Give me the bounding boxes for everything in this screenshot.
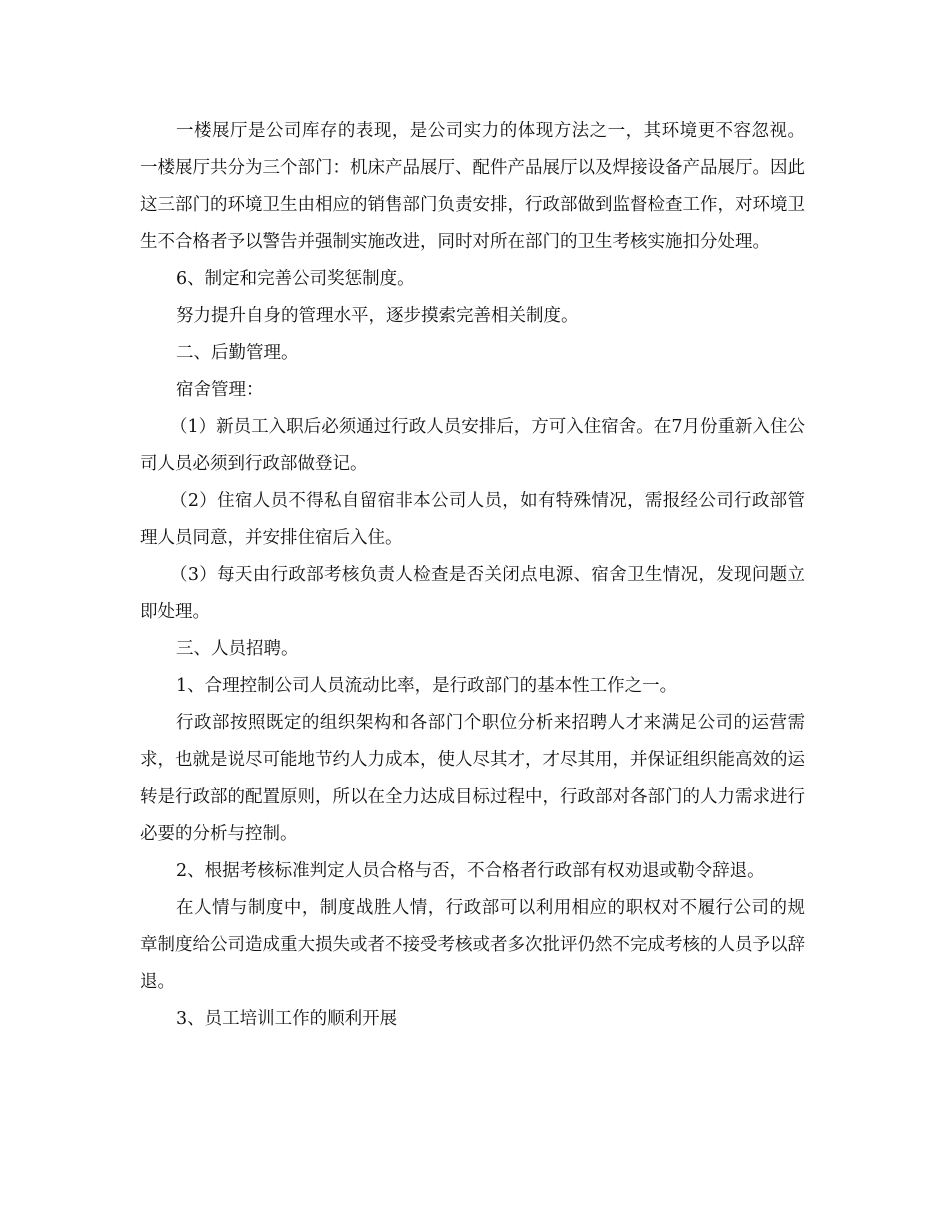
document-body — [140, 113, 805, 1038]
paragraph-management-level: 努力提升自身的管理水平，逐步摸索完善相关制度。 — [176, 306, 579, 326]
paragraph-staffing-principle: 行政部按照既定的组织架构和各部门个职位分析来招聘人才来满足公司的运营需求，也就是说尽可能地节约人力成本，使人尽其才，才尽其用，并保证组织能高效的运转是行政部的配置原则，所以在全力达成目标过程中，行政部对各部门的人力需求进行必要的分析与控制。 — [140, 713, 805, 844]
heading-dormitory: 宿舍管理： — [176, 380, 264, 400]
heading-turnover-control: 1、合理控制公司人员流动比率，是行政部门的基本性工作之一。 — [176, 676, 678, 696]
list-item-dormitory-2: （2）住宿人员不得私自留宿非本公司人员，如有特殊情况，需报经公司行政部管理人员同意，并安排住宿后入住。 — [140, 491, 805, 548]
heading-assessment: 2、根据考核标准判定人员合格与否，不合格者行政部有权劝退或勒令辞退。 — [176, 861, 765, 881]
paragraph-dismissal: 在人情与制度中，制度战胜人情，行政部可以利用相应的职权对不履行公司的规章制度给公司造成重大损失或者不接受考核或者多次批评仍然不完成考核的人员予以辞退。 — [140, 898, 805, 992]
heading-recruitment: 三、人员招聘。 — [176, 639, 299, 659]
list-item-dormitory-3: （3）每天由行政部考核负责人检查是否关闭点电源、宿舍卫生情况，发现问题立即处理。 — [140, 565, 805, 622]
list-item-dormitory-1: （1）新员工入职后必须通过行政人员安排后，方可入住宿舍。在7月份重新入住公司人员必须到行政部做登记。 — [140, 417, 805, 474]
heading-logistics: 二、后勤管理。 — [176, 343, 299, 363]
paragraph-showroom: 一楼展厅是公司库存的表现，是公司实力的体现方法之一，其环境更不容忽视。一楼展厅共分为三个部门：机床产品展厅、配件产品展厅以及焊接设备产品展厅。因此这三部门的环境卫生由相应的销售部门负责安排，行政部做到监督检查工作，对环境卫生不合格者予以警告并强制实施改进，同时对所在部门的卫生考核实施扣分处理。 — [140, 121, 805, 252]
heading-reward-system: 6、制定和完善公司奖惩制度。 — [176, 269, 415, 289]
heading-training: 3、员工培训工作的顺利开展 — [176, 1009, 398, 1029]
